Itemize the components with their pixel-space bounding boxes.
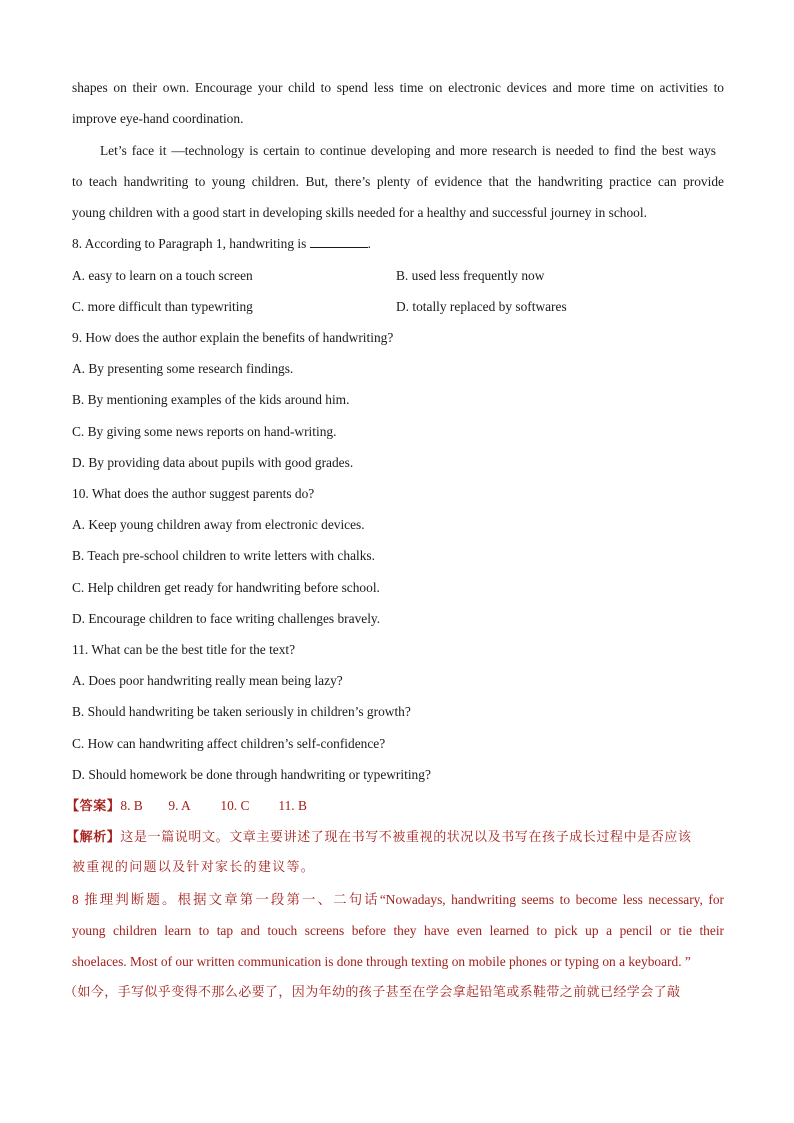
analysis-q8-line <box>72 892 724 908</box>
question-stem <box>72 236 724 252</box>
answer-label: 【答案】 <box>66 799 121 814</box>
option-c: C. more difficult than typewriting <box>72 299 253 314</box>
analysis-q8-text: 8 推理判断题。根据文章第一段第一、二句话“Nowadays, handwriting seems to become less necessary, for <box>72 892 724 907</box>
question-stem-text: 8. According to Paragraph 1, handwriting is <box>72 236 310 251</box>
answer-9: 9. A <box>168 798 191 813</box>
option-c: C. How can handwriting affect children’s self-confidence? <box>72 736 386 751</box>
option-a: A. easy to learn on a touch screen <box>72 268 253 283</box>
option-b: B. used less frequently now <box>396 268 545 283</box>
option-d: D. totally replaced by softwares <box>396 299 567 314</box>
analysis-line <box>66 829 724 846</box>
answer-line <box>66 798 724 815</box>
analysis-q8-line: （如今，手写似乎变得不那么必要了，因为年幼的孩子甚至在学会拿起铅笔或系鞋带之前就已经学会了敲 <box>64 985 681 1000</box>
option-row <box>72 299 724 315</box>
option-d: D. Encourage children to face writing challenges bravely. <box>72 611 381 626</box>
answer-11: 11. B <box>278 798 307 813</box>
option-d: D. Should homework be done through handwriting or typewriting? <box>72 767 431 782</box>
option-b: B. By mentioning examples of the kids around him. <box>72 392 350 407</box>
analysis-text: 这是一篇说明文。文章主要讲述了现在书写不被重视的状况以及书写在孩子成长过程中是否应该 <box>120 830 692 845</box>
analysis-line: 被重视的问题以及针对家长的建议等。 <box>72 860 316 875</box>
option-row <box>72 268 724 284</box>
passage-line: improve eye-hand coordination. <box>72 111 244 126</box>
passage-line: Let’s face it —technology is certain to continue developing and more research is needed to find the best ways <box>100 143 716 158</box>
analysis-q8-line: young children learn to tap and touch screens before they have even learned to pick up a pencil or tie their <box>72 923 724 938</box>
option-c: C. By giving some news reports on hand-writing. <box>72 424 337 439</box>
answer-8: 8. B <box>120 798 143 813</box>
answer-10: 10. C <box>220 798 250 813</box>
option-c: C. Help children get ready for handwriting before school. <box>72 580 380 595</box>
answer-blank <box>310 236 368 248</box>
analysis-label: 【解析】 <box>66 830 121 845</box>
option-a: A. Keep young children away from electronic devices. <box>72 517 365 532</box>
option-b: B. Should handwriting be taken seriously in children’s growth? <box>72 704 411 719</box>
question-stem: 11. What can be the best title for the text? <box>72 642 296 657</box>
analysis-q8-line: shoelaces. Most of our written communication is done through texting on mobile phones or typing on a keyboard. ” <box>72 954 691 969</box>
option-a: A. By presenting some research findings. <box>72 361 294 376</box>
passage-line: young children with a good start in developing skills needed for a healthy and successful journey in school. <box>72 205 647 220</box>
passage-line: to teach handwriting to young children. But, there’s plenty of evidence that the handwriting practice can provide <box>72 174 724 189</box>
option-b: B. Teach pre-school children to write letters with chalks. <box>72 548 375 563</box>
question-stem-end: . <box>367 236 371 251</box>
question-stem: 10. What does the author suggest parents do? <box>72 486 315 501</box>
question-stem: 9. How does the author explain the benefits of handwriting? <box>72 330 394 345</box>
option-a: A. Does poor handwriting really mean being lazy? <box>72 673 343 688</box>
passage-line: shapes on their own. Encourage your child to spend less time on electronic devices and more time on activities to <box>72 80 724 95</box>
option-d: D. By providing data about pupils with good grades. <box>72 455 354 470</box>
